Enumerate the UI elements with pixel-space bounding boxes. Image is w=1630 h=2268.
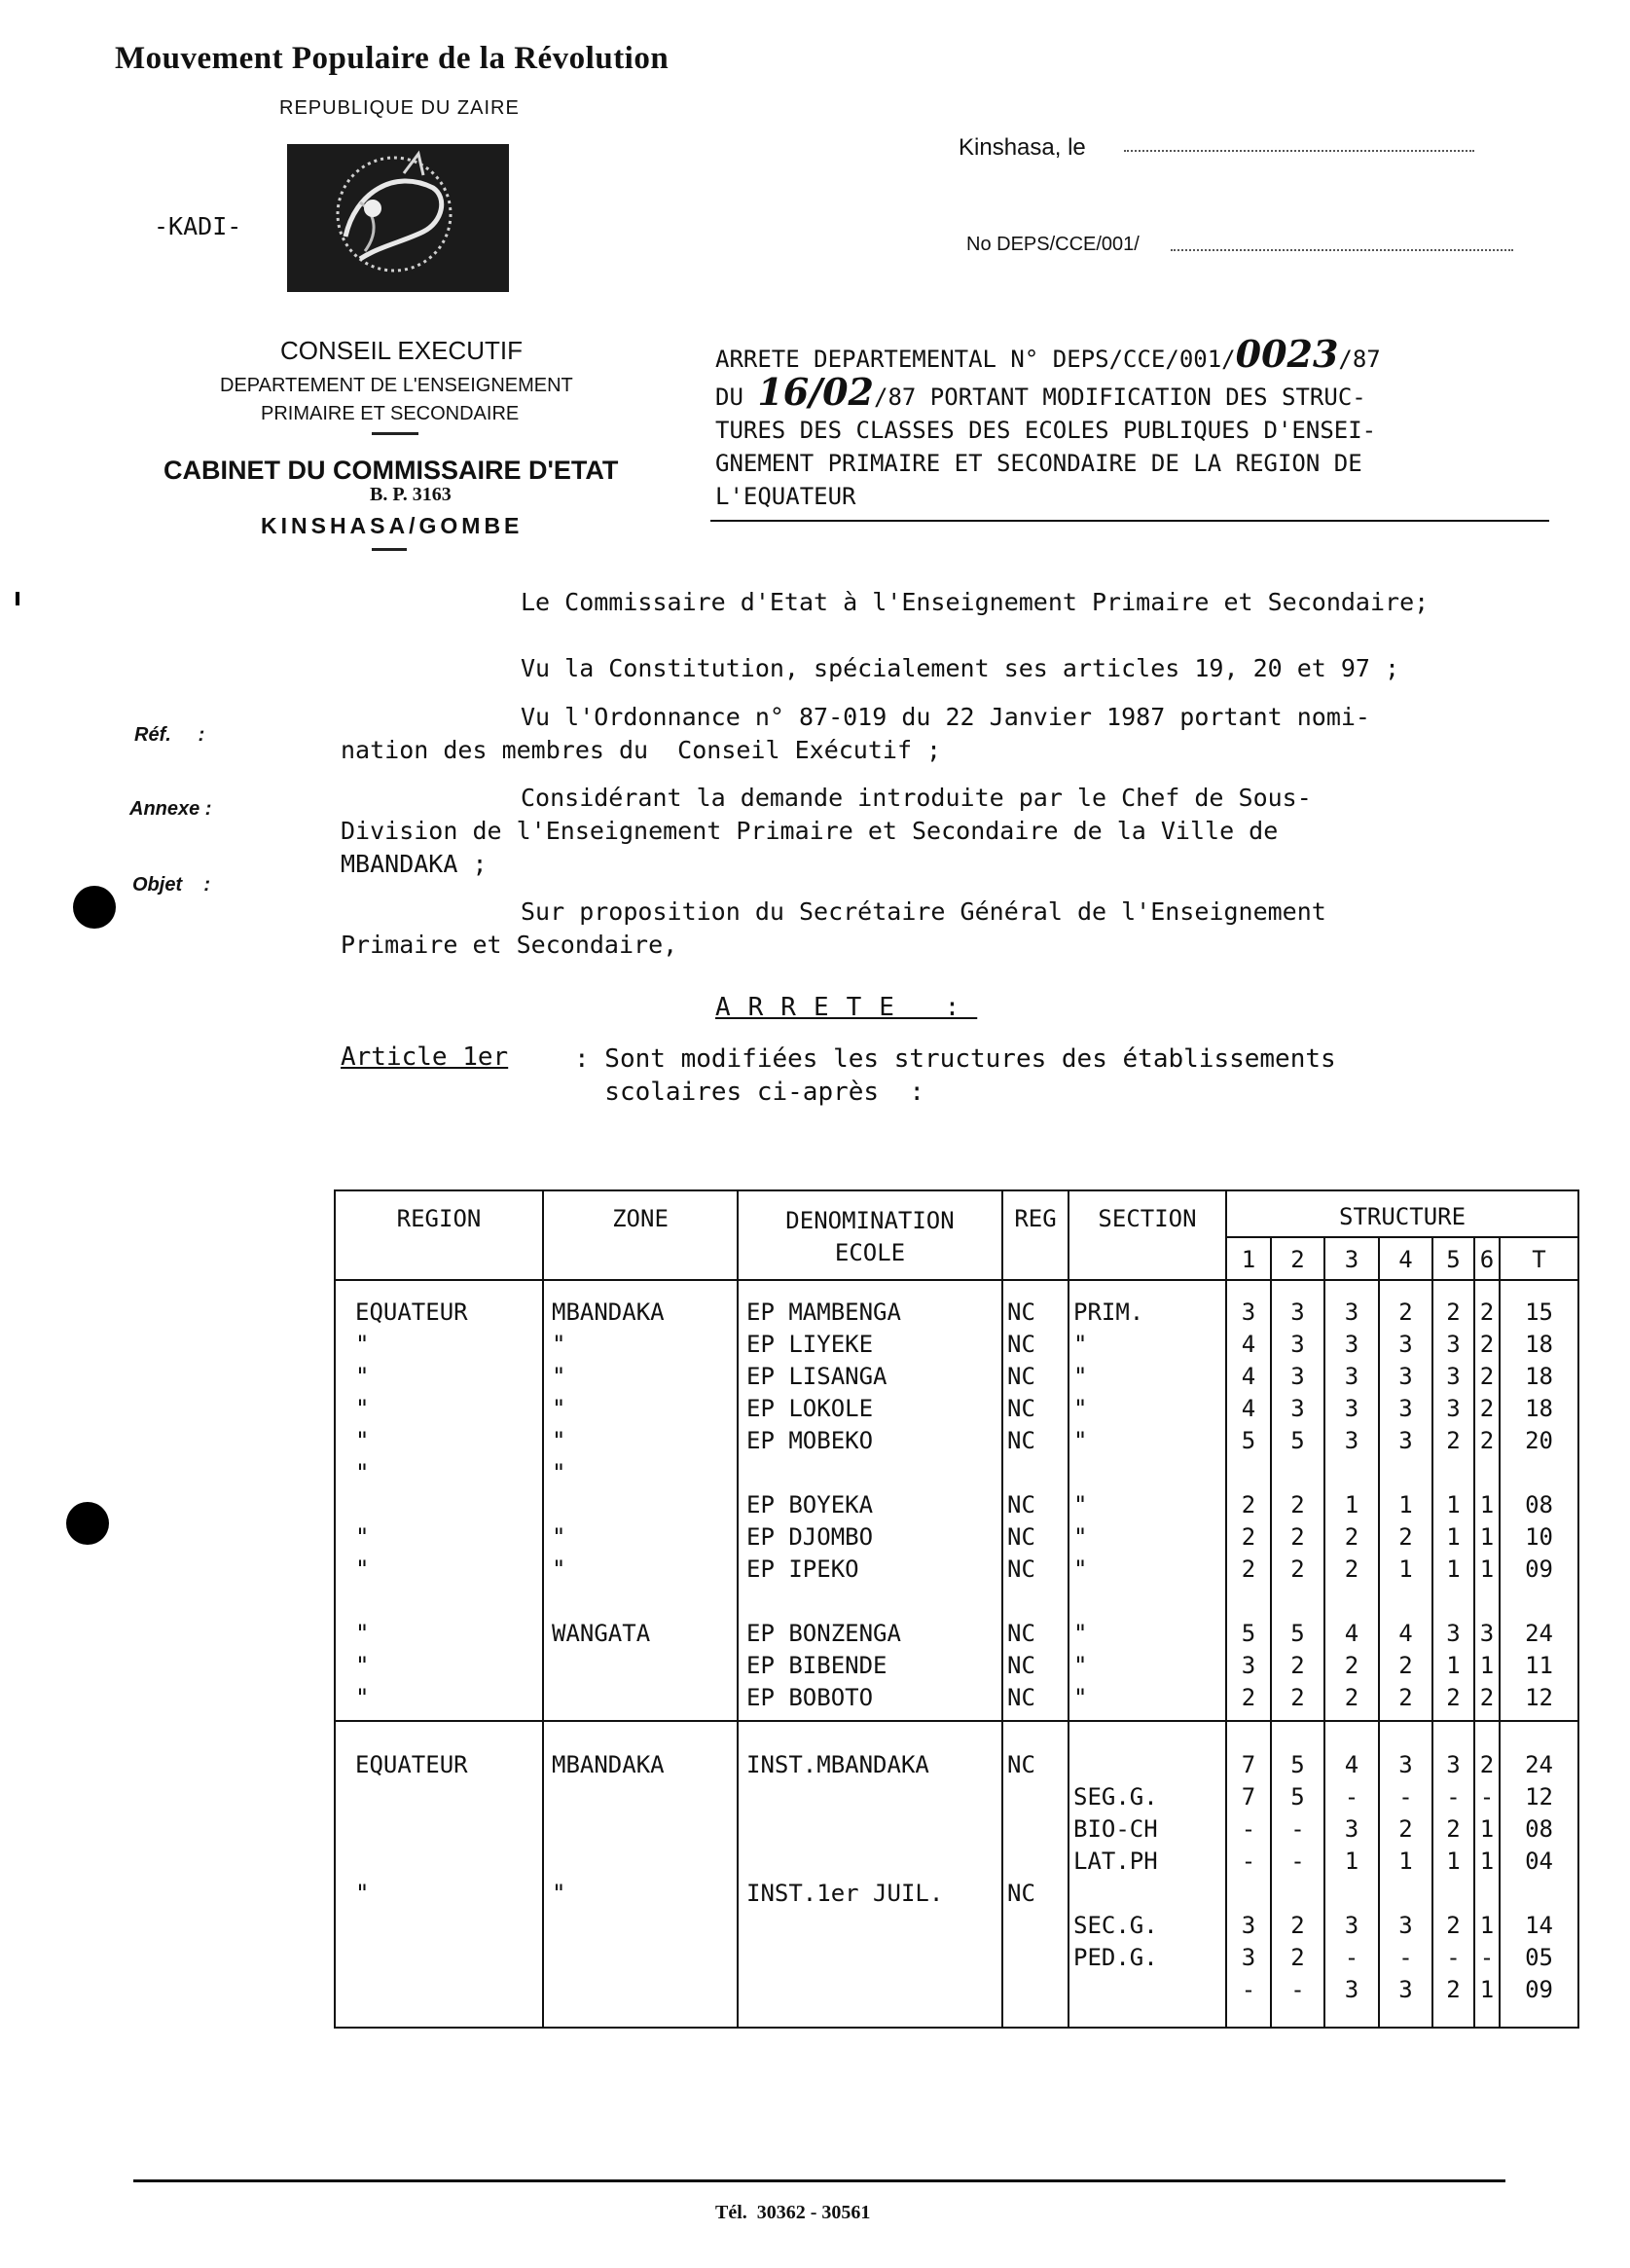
motto: -KADI-	[154, 212, 242, 240]
header-denomination: DENOMINATION ECOLE	[738, 1190, 1002, 1280]
cell-year-1: 3 4 4 4 5 2 2 2 5 3 2	[1226, 1280, 1271, 1721]
decree-date-prefix: DU	[715, 384, 758, 411]
cell-total: 15 18 18 18 20 08 10 09 24 11 12	[1500, 1280, 1578, 1721]
article-label: Article 1er	[341, 1043, 509, 1072]
punch-hole	[73, 886, 116, 929]
decree-number-prefix: ARRETE DEPARTEMENTAL N° DEPS/CCE/001/	[715, 346, 1236, 373]
header-section: SECTION	[1069, 1190, 1226, 1280]
cell-region: EQUATEUR "	[335, 1721, 543, 2028]
reference-field	[1171, 249, 1513, 251]
cell-section: SEG.G. BIO-CH LAT.PH SEC.G. PED.G.	[1069, 1721, 1226, 2028]
paragraph-constitution: Vu la Constitution, spécialement ses articles 19, 20 et 97 ;	[521, 654, 1400, 682]
telephone-numbers: Tél. 30362 - 30561	[715, 2202, 871, 2223]
paragraph-commissioner: Le Commissaire d'Etat à l'Enseignement Primaire et Secondaire;	[521, 588, 1430, 616]
cell-year-4: 3 - 2 1 3 - 3	[1379, 1721, 1432, 2028]
department-line-1: DEPARTEMENT DE L'ENSEIGNEMENT	[220, 375, 573, 396]
cell-section: PRIM. " " " " " " " " " "	[1069, 1280, 1226, 1721]
article-text	[574, 1043, 1336, 1109]
cell-denomination: EP MAMBENGA EP LIYEKE EP LISANGA EP LOKOLE EP MOBEKO EP BOYEKA EP DJOMBO EP IPEKO EP BONZENGA EP BIBENDE EP BOBOTO	[738, 1280, 1002, 1721]
header-year-4: 4	[1379, 1237, 1432, 1280]
header-year-2: 2	[1271, 1237, 1324, 1280]
annexe-label: Annexe :	[129, 798, 212, 820]
cell-total: 24 12 08 04 14 05 09	[1500, 1721, 1578, 2028]
paragraph-proposition-2: Primaire et Secondaire,	[341, 931, 678, 959]
ref-label: Réf. :	[134, 724, 205, 746]
header-region: REGION	[335, 1190, 543, 1280]
council-name: CONSEIL EXECUTIF	[280, 336, 523, 365]
footer-rule	[133, 2179, 1505, 2182]
arrete-heading: ARRETE :	[715, 993, 978, 1022]
divider	[372, 548, 407, 551]
decree-date-handwritten: 16/02	[757, 370, 874, 414]
decree-subject-start: /87 PORTANT MODIFICATION DES STRUC-	[874, 384, 1366, 411]
punch-hole	[66, 1502, 109, 1545]
decree-title-line-2	[715, 370, 1572, 414]
paragraph-ordonnance-2: nation des membres du Conseil Exécutif ;	[341, 736, 942, 764]
article-text-line-1: : Sont modifiées les structures des établissements	[574, 1044, 1336, 1074]
country-name: REPUBLIQUE DU ZAIRE	[279, 97, 520, 119]
national-emblem	[287, 144, 509, 292]
cell-year-5: 2 3 3 3 2 1 1 1 3 1 2	[1432, 1280, 1474, 1721]
cell-reg: NC NC	[1002, 1721, 1069, 2028]
paragraph-ordonnance-1: Vu l'Ordonnance n° 87-019 du 22 Janvier 1987 portant nomi-	[521, 703, 1370, 731]
cell-year-1: 7 7 - - 3 3 -	[1226, 1721, 1271, 2028]
table-header-row	[335, 1190, 1578, 1237]
cell-region: EQUATEUR " " " " " " " " " "	[335, 1280, 543, 1721]
cell-year-3: 4 - 3 1 3 - 3	[1324, 1721, 1379, 2028]
date-field	[1124, 150, 1474, 152]
article-text-line-2: scolaires ci-après :	[574, 1078, 925, 1107]
emblem-icon	[287, 144, 509, 292]
header-reg: REG	[1002, 1190, 1069, 1280]
decree-number-handwritten: 0023	[1235, 332, 1339, 376]
cell-reg: NC NC NC NC NC NC NC NC NC NC NC	[1002, 1280, 1069, 1721]
cell-year-4: 2 3 3 3 3 1 2 1 4 2 2	[1379, 1280, 1432, 1721]
paragraph-proposition-1: Sur proposition du Secrétaire Général de l'Enseignement	[521, 897, 1326, 926]
cell-year-2: 3 3 3 3 5 2 2 2 5 2 2	[1271, 1280, 1324, 1721]
header-year-3: 3	[1324, 1237, 1379, 1280]
header-year-6: 6	[1474, 1237, 1500, 1280]
header-structure: STRUCTURE	[1226, 1190, 1578, 1237]
paragraph-considerant-3: MBANDAKA ;	[341, 850, 488, 878]
paragraph-considerant-2: Division de l'Enseignement Primaire et Secondaire de la Ville de	[341, 817, 1279, 845]
cell-zone: MBANDAKA " " " " " " " WANGATA	[543, 1280, 738, 1721]
postbox: B. P. 3163	[370, 484, 452, 505]
party-name: Mouvement Populaire de la Révolution	[115, 41, 670, 76]
divider	[372, 432, 418, 435]
cell-year-3: 3 3 3 3 3 1 2 2 4 2 2	[1324, 1280, 1379, 1721]
title-underline	[710, 520, 1549, 522]
cell-year-5: 3 - 2 1 2 - 2	[1432, 1721, 1474, 2028]
cell-year-6: 2 - 1 1 1 - 1	[1474, 1721, 1500, 2028]
reference-number-label: No DEPS/CCE/001/	[966, 234, 1140, 255]
decree-title	[715, 332, 1572, 513]
header-year-1: 1	[1226, 1237, 1271, 1280]
table-row-primary-schools	[335, 1280, 1578, 1721]
decree-year: /87	[1338, 346, 1381, 373]
city: KINSHASA/GOMBE	[261, 513, 524, 538]
header-year-5: 5	[1432, 1237, 1474, 1280]
cell-denomination: INST.MBANDAKA INST.1er JUIL.	[738, 1721, 1002, 2028]
objet-label: Objet :	[132, 874, 210, 896]
table-row-secondary-schools	[335, 1721, 1578, 2028]
paragraph-considerant-1: Considérant la demande introduite par le Chef de Sous-	[521, 784, 1312, 812]
decree-title-line-3: TURES DES CLASSES DES ECOLES PUBLIQUES D'ENSEI-	[715, 417, 1377, 444]
decree-title-line-4: GNEMENT PRIMAIRE ET SECONDAIRE DE LA REGION DE	[715, 450, 1362, 477]
cell-zone: MBANDAKA "	[543, 1721, 738, 2028]
place-date-label: Kinshasa, le	[959, 134, 1086, 161]
header-zone: ZONE	[543, 1190, 738, 1280]
cell-year-6: 2 2 2 2 2 1 1 1 3 1 2	[1474, 1280, 1500, 1721]
school-structure-table	[334, 1189, 1579, 2029]
cell-year-2: 5 5 - - 2 2 -	[1271, 1721, 1324, 2028]
cabinet-name: CABINET DU COMMISSAIRE D'ETAT	[163, 456, 619, 485]
header-total: T	[1500, 1237, 1578, 1280]
department-line-2: PRIMAIRE ET SECONDAIRE	[261, 403, 520, 424]
decree-title-line-5: L'EQUATEUR	[715, 483, 856, 510]
margin-mark	[16, 592, 19, 605]
